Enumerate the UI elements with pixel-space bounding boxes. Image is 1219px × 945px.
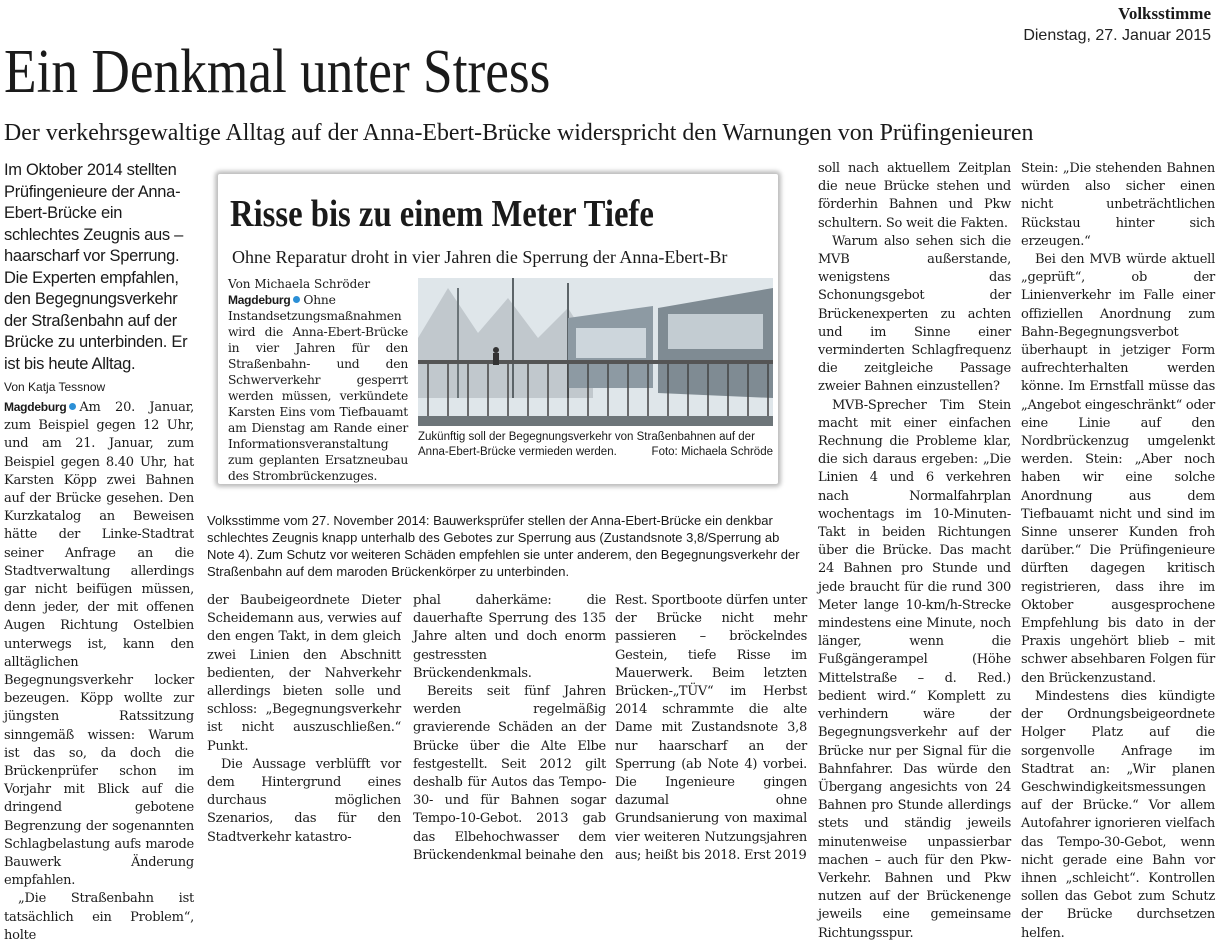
article-column-5 xyxy=(818,160,1011,941)
column-6-paragraph-2: Bei den MVB würde aktuell „geprüft“, ob der Linienverkehr im Falle einer offiziellen Anordnung zum Bahn-Begegnungsverbot überhaupt in jetziger Form aufrechterhalten werden könne. Im Ernstfall müsse das „Angebot eingeschränkt“ oder eine Linie auf den Nordbrückenzug umgelenkt werden. Stein: „Aber noch haben wir eine solche Anordnung aus dem Tiefbauamt nicht und sind im Sinne unserer Kunden froh darüber.“ Die Prüfingenieure dürften dagegen kritisch registrieren, dass ihre im Oktober ausgesprochene Empfehlung bis dato in der Praxis ungehört blieb – mit schwer absehbaren Folgen für den Brückenzustand. xyxy=(1021,252,1215,686)
column-3-paragraph-2: Bereits seit fünf Jahren werden regelmäßig gravierende Schäden an der Brücke über die Alte Elbe festgestellt. Seit 2012 gilt deshalb für Autos das Tempo-30- und für Bahnen sogar Tempo-10-Gebot. 2013 gab das Elbehochwasser dem Brückendenkmal beinahe den xyxy=(413,684,606,863)
column-6-paragraph-3: Mindestens dies kündigte der Ordnungsbeigeordnete Holger Platz auf die sorgenvolle Anfrage im Stadtrat an: „Wir planen Geschwindigkeitsmessungen auf der Brücke.“ Vor allem Autofahrer ignorieren vielfach das Tempo-30-Gebot, wenn nicht gerade eine Bahn vor ihnen „schleicht“. Kontrollen sollen das Gebot zum Schutz der Brücke durchsetzen helfen. xyxy=(1021,688,1215,941)
clipping-headline: Risse bis zu einem Meter Tiefe xyxy=(230,193,654,235)
clipping-paragraph: Magdeburg Ohne Instandsetzungsmaßnahmen wird die Anna-Ebert-Brücke in vier Jahren für den Straßenbahn- und den Schwerverkehr gesperrt werden müssen, verkündete Karsten Eins vom Tiefbauamt am Dienstag am Rande einer Informationsveranstaltung zum geplanten Ersatzneubau des Strombrückenzuges. xyxy=(228,293,408,483)
dateline-dot-icon xyxy=(69,403,76,410)
tram-bridge-photo-illustration xyxy=(418,278,773,426)
article-column-6 xyxy=(1021,160,1215,941)
column-3-paragraph-1: phal daherkäme: die dauerhafte Sperrung des 135 Jahre alten und doch enorm gestressten Brückendenkmals. xyxy=(413,593,606,681)
article-column-4 xyxy=(615,592,807,863)
column-4-paragraph-1: Rest. Sportboote dürfen unter der Brücke nicht mehr passieren – bröckelndes Gestein, tiefe Risse im Mauerwerk. Beim letzten Brücken-„TÜV“ im Herbst 2014 schrammte die alte Dame mit Zustandsnote 3,8 nur haarscharf an der Sperrung (ab Note 4) vorbei. Die Ingenieure gingen dazumal ohne Grundsanierung von maximal vier weiteren Nutzungsjahren aus; heißt bis 2018. Erst 2019 xyxy=(615,593,807,863)
article-byline: Von Katja Tessnow xyxy=(4,380,106,394)
clipping-caption: Volksstimme vom 27. November 2014: Bauwerksprüfer stellen der Anna-Ebert-Brücke ein denkbar schlechtes Zeugnis knapp unterhalb des Gebotes zur Sperrung aus (Zustandsnote 3,8/Sperrung ab Note 4). Zum Schutz vor weiteren Schäden empfehlen sie unter anderem, den Begegnungsverkehr der Straßenbahn auf dem maroden Brückenkörper zu unterbinden. xyxy=(207,513,800,579)
clipping-photo-credit: Foto: Michaela Schröde xyxy=(651,446,773,458)
article-column-1 xyxy=(4,398,194,943)
clipping-subheadline: Ohne Reparatur droht in vier Jahren die Sperrung der Anna-Ebert-Br xyxy=(232,247,728,267)
article-column-2 xyxy=(207,592,401,845)
clipping-body xyxy=(228,292,408,483)
issue-date: Dienstag, 27. Januar 2015 xyxy=(1023,27,1211,44)
dateline: Magdeburg xyxy=(4,400,67,414)
column-5-paragraph-2: Warum also sehen sich die MVB außerstande, wenigstens das Schonungsgebot der Brückenexperten zu achten und im Sinne einer verminderten Schlagfrequenz die zeitgleiche Passage zweier Bahnen einzustellen? xyxy=(818,233,1011,395)
column-5-paragraph-1: soll nach aktuellem Zeitplan die neue Brücke stehen und förderhin Bahnen und Pkw schultern. So weit die Fakten. xyxy=(818,161,1011,231)
column-2-paragraph-2: Die Aussage verblüfft vor dem Hintergrund eines durchaus möglichen Szenarios, das für den Stadtverkehr katastro- xyxy=(207,756,401,845)
column-2-paragraph-1: der Baubeigeordnete Dieter Scheidemann aus, verwies auf den engen Takt, in dem gleich zwei Linien den Abschnitt bedienten, der Nahverkehr allerdings bieten solle und schloss: „Begegnungsverkehr ist nicht auszuschließen.“ Punkt. xyxy=(207,593,401,754)
clipping-dateline: Magdeburg xyxy=(228,293,291,307)
archive-clipping xyxy=(218,174,778,484)
article-lead: Im Oktober 2014 stellten Prüfingenieure der Anna-Ebert-Brücke ein schlechtes Zeugnis aus – haarscharf vor Sperrung. Die Experten empfahlen, den Begegnungsverkehr der Straßenbahn auf der Brücke zu unterbinden. Er ist bis heute Alltag. xyxy=(4,161,188,373)
clipping-photo-caption: Zukünftig soll der Begegnungsverkehr von Straßenbahnen auf der Anna-Ebert-Brücke vermieden werden. Foto: Michaela Schröde xyxy=(418,431,773,458)
tram-bridge-photo xyxy=(418,278,773,426)
clipping-dateline-dot-icon xyxy=(293,296,300,303)
column-1-paragraph-2: „Die Straßenbahn ist tatsächlich ein Problem“, holte xyxy=(4,891,194,943)
column-5-paragraph-3: MVB-Sprecher Tim Stein macht mit einer einfachen Rechnung die Probleme klar, die sich daraus ergeben: „Die Linien 4 und 6 verkehren nach Normalfahrplan wochentags im 10-Minuten-Takt in beiden Richtungen über die Brücke. Das macht 24 Bahnen pro Stunde und jede braucht für die rund 300 Meter lange 10-km/h-Strecke mindestens eine Minute, noch länger, wenn die Fußgängerampel (Höhe Mittelstraße – d. Red.) bedient wird.“ Komplett zu verhindern wäre der Begegnungsverkehr auf der Brücke nur per Signal für die Bahnfahrer. Das würde den Übergang angesichts von 24 Bahnen pro Stunde allerdings stets und ständig jeweils minutenweise unpassierbar machen – auch für den Pkw-Verkehr. Bahnen und Pkw nutzen auf der Brückenenge jeweils eine gemeinsame Richtungsspur. xyxy=(818,397,1011,941)
article-column-3 xyxy=(413,592,606,863)
article-subheadline: Der verkehrsgewaltige Alltag auf der Anna-Ebert-Brücke widerspricht den Warnungen von Prüfingenieuren xyxy=(4,120,1034,146)
clipping-byline: Von Michaela Schröder xyxy=(228,277,371,291)
publication-name: Volksstimme xyxy=(1118,4,1211,23)
column-1-paragraph-1: Magdeburg Am 20. Januar, zum Beispiel gegen 12 Uhr, und am 21. Januar, zum Beispiel gegen 8.40 Uhr, hat Karsten Köpp zwei Bahnen auf der Brücke gesehen. Den Kurzkatalog an Beweisen hätte der Linke-Stadtrat seiner Anfrage an die Stadtverwaltung allerdings gar nicht beifügen müssen, denn jeder, der mit offenen Augen Richtung Ostelbien unterwegs ist, kann den alltäglichen Begegnungsverkehr locker bezeugen. Köpp wollte zur jüngsten Ratssitzung sinngemäß wissen: Warum ist das so, da doch die Brückenprüfer schon im Vorjahr mit Blick auf die dringend gebotene Begrenzung der sogenannten Schlagbelastung aufs marode Bauwerk Änderung empfahlen. xyxy=(4,400,194,889)
article-headline: Ein Denkmal unter Stress xyxy=(4,38,551,106)
column-6-paragraph-1: Stein: „Die stehenden Bahnen würden also sicher einen nicht unbeträchtlichen Rückstau hinter sich erzeugen.“ xyxy=(1021,161,1215,249)
